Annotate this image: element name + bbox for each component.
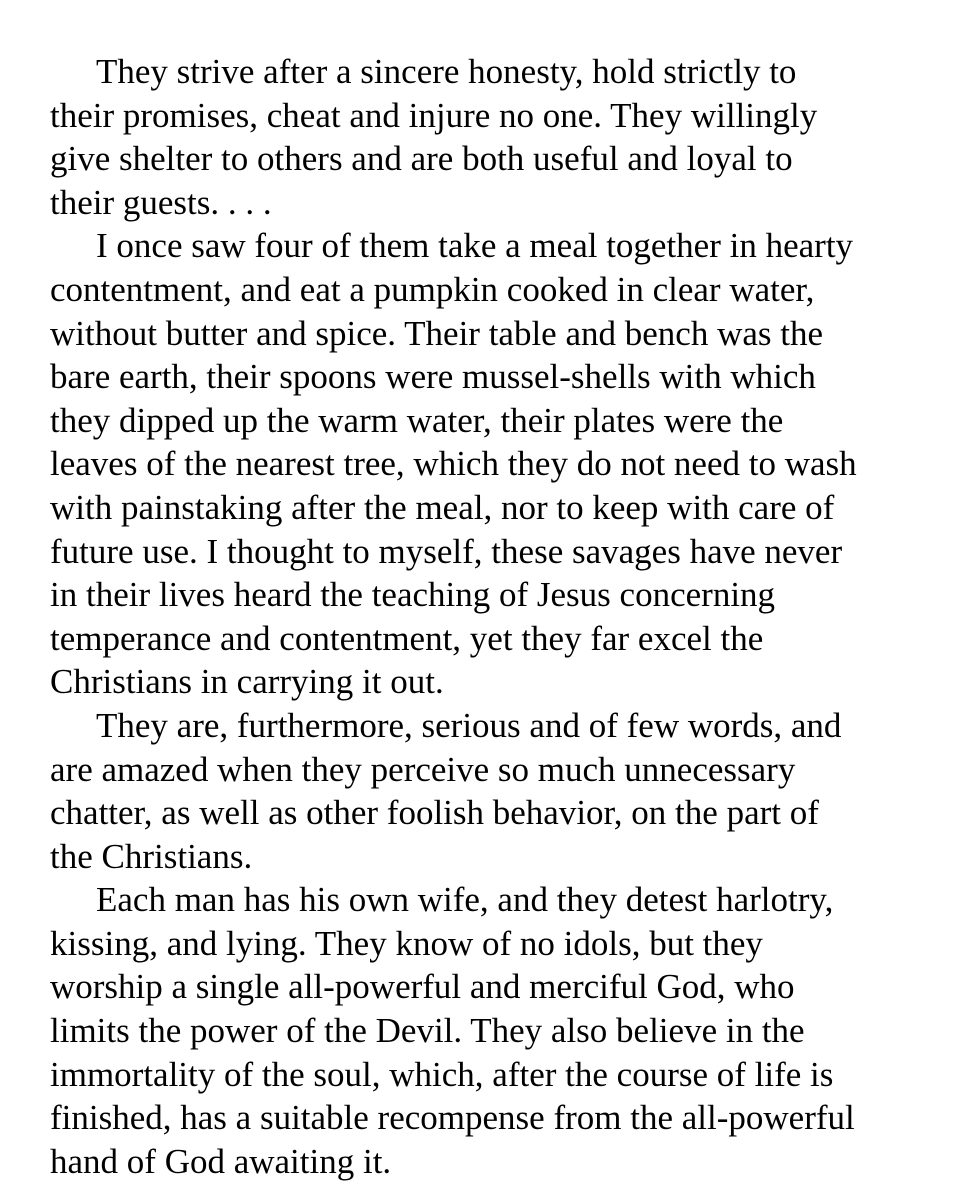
text-line: future use. I thought to myself, these savages have never xyxy=(50,531,843,571)
text-line: Christians in carrying it out. xyxy=(50,662,444,702)
text-line: contentment, and eat a pumpkin cooked in clear water, xyxy=(50,269,815,309)
text-line: limits the power of the Devil. They also believe in the xyxy=(50,1011,805,1051)
paragraph xyxy=(50,704,930,878)
paragraph xyxy=(50,224,930,704)
text-line: bare earth, their spoons were mussel-shells with which xyxy=(50,357,816,397)
text-line: their promises, cheat and injure no one. They willingly xyxy=(50,95,818,135)
text-line: They strive after a sincere honesty, hold strictly to xyxy=(96,52,797,91)
text-line: Each man has his own wife, and they detest harlotry, xyxy=(96,880,834,920)
text-line: finished, has a suitable recompense from the all-powerful xyxy=(50,1098,855,1138)
text-line: are amazed when they perceive so much unnecessary xyxy=(50,749,796,789)
text-line: temperance and contentment, yet they far excel the xyxy=(50,618,764,658)
paragraph xyxy=(50,878,930,1183)
text-line: in their lives heard the teaching of Jesus concerning xyxy=(50,575,776,615)
text-line: hand of God awaiting it. xyxy=(50,1141,392,1181)
text-line: I once saw four of them take a meal together in hearty xyxy=(96,226,854,266)
text-line: without butter and spice. Their table and bench was the xyxy=(50,313,824,353)
text-line: give shelter to others and are both useful and loyal to xyxy=(50,139,793,179)
text-line: worship a single all-powerful and merciful God, who xyxy=(50,967,795,1007)
text-line: leaves of the nearest tree, which they do not need to wash xyxy=(50,444,857,484)
text-line: with painstaking after the meal, nor to keep with care of xyxy=(50,487,835,527)
text-line: they dipped up the warm water, their plates were the xyxy=(50,400,784,440)
document-page xyxy=(50,50,930,1183)
text-line: kissing, and lying. They know of no idols, but they xyxy=(50,923,763,963)
text-line: the Christians. xyxy=(50,836,253,876)
paragraph xyxy=(50,50,930,224)
text-line: immortality of the soul, which, after the course of life is xyxy=(50,1054,834,1094)
text-line: chatter, as well as other foolish behavior, on the part of xyxy=(50,793,819,833)
text-line: their guests. . . . xyxy=(50,182,272,222)
text-line: They are, furthermore, serious and of few words, and xyxy=(96,705,842,745)
